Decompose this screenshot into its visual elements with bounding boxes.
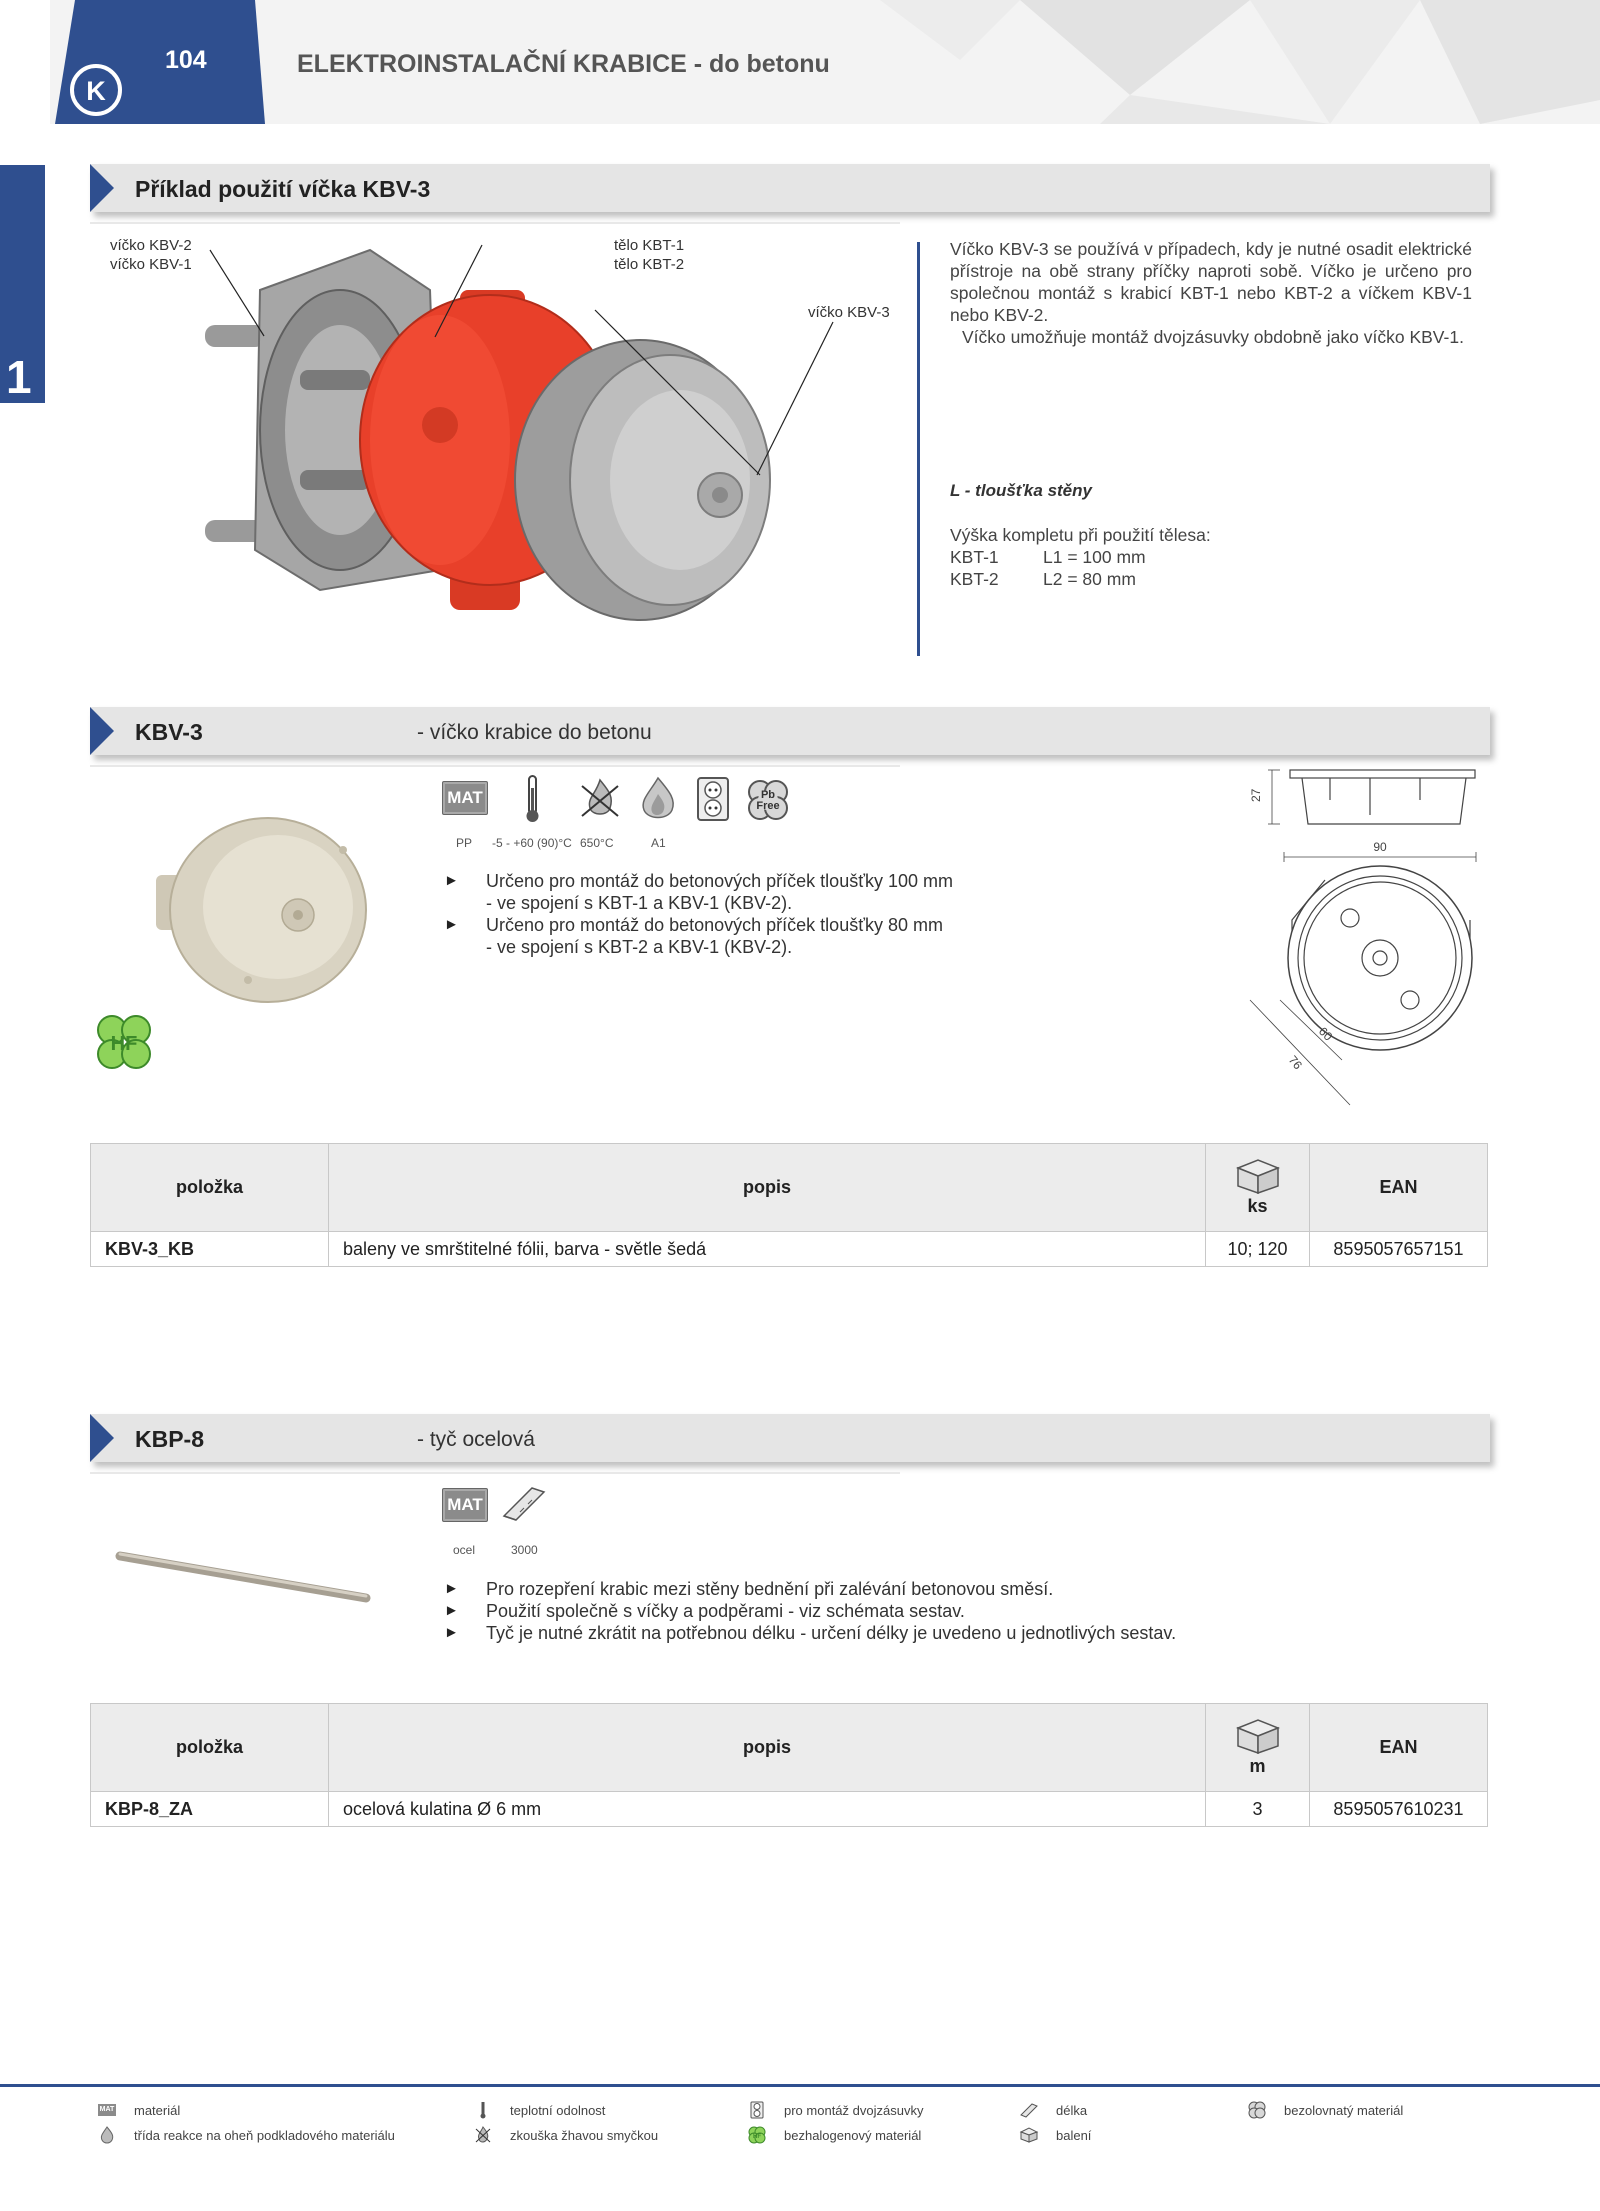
section-underline xyxy=(90,1472,900,1474)
label-kbt-2: tělo KBT-2 xyxy=(614,256,685,273)
caption-glow-wire: 650°C xyxy=(580,836,614,850)
section-marker-icon xyxy=(90,707,114,755)
bullet-text-continuation: - ve spojení s KBT-1 a KBV-1 (KBV-2). xyxy=(486,893,793,913)
kbv-3-bullets xyxy=(444,870,1004,958)
height-title: Výška kompletu při použití tělesa: xyxy=(950,525,1211,545)
double-socket-icon xyxy=(696,776,730,822)
legend-label: bezolovnatý materiál xyxy=(1284,2102,1404,2118)
cell-quantity: 3 xyxy=(1206,1792,1310,1827)
section-marker-icon xyxy=(90,1414,114,1462)
cover-kbv-3-image xyxy=(515,340,770,620)
legend-label: bezhalogenový materiál xyxy=(784,2127,922,2143)
brand-logo xyxy=(68,62,124,118)
legend-label: balení xyxy=(1056,2127,1092,2143)
flame-icon xyxy=(636,776,680,822)
height-row xyxy=(950,569,1136,590)
height-row-value: L2 = 80 mm xyxy=(1043,569,1136,589)
cell-ean: 8595057657151 xyxy=(1310,1232,1488,1267)
bullet-item xyxy=(444,914,1004,958)
callout-right-line xyxy=(755,320,835,480)
dim-height: 27 xyxy=(1249,788,1263,802)
quantity-unit: m xyxy=(1249,1756,1266,1776)
legend-item xyxy=(472,2126,658,2144)
length-icon xyxy=(500,1482,548,1526)
thermometer-icon xyxy=(522,774,542,824)
legend-item xyxy=(1246,2101,1403,2119)
top-view-drawing xyxy=(1250,852,1476,1105)
mat-icon: MAT xyxy=(442,781,488,815)
flame-icon xyxy=(99,2126,115,2144)
hf-icon xyxy=(90,1008,158,1076)
glow-wire-icon xyxy=(578,776,622,822)
legend-item xyxy=(746,2101,923,2119)
legend-label: délka xyxy=(1056,2102,1088,2118)
page-title: ELEKTROINSTALAČNÍ KRABICE - do betonu xyxy=(297,50,830,78)
hf-icon xyxy=(747,2125,767,2145)
label-kbv-3: víčko KBV-3 xyxy=(808,304,890,321)
double-socket-icon xyxy=(750,2101,764,2119)
bullet-item: ► Použití společně s víčky a podpěrami - viz schémata sestav. xyxy=(444,1600,1244,1622)
kbp-8-bullets xyxy=(444,1578,1244,1644)
height-row-key: KBT-1 xyxy=(950,547,999,567)
legend-label: materiál xyxy=(134,2102,181,2118)
table-row xyxy=(91,1232,1488,1267)
kbp-8-table xyxy=(90,1703,1488,1827)
col-header-item: položka xyxy=(91,1144,329,1232)
legend-item xyxy=(472,2101,605,2119)
product-code: KBV-3 xyxy=(135,719,203,745)
box-icon xyxy=(1019,2127,1039,2143)
kbv-3-table xyxy=(90,1143,1488,1267)
cell-item: KBP-8_ZA xyxy=(91,1792,329,1827)
col-header-ean: EAN xyxy=(1310,1704,1488,1792)
caption-length: 3000 xyxy=(511,1543,538,1557)
svg-text:K: K xyxy=(86,76,106,106)
section-marker-icon xyxy=(90,164,114,212)
cell-ean: 8595057610231 xyxy=(1310,1792,1488,1827)
section-bar-kbv-3 xyxy=(90,707,1490,755)
table-row xyxy=(91,1792,1488,1827)
product-code: KBP-8 xyxy=(135,1426,205,1452)
dim-inner: 60 xyxy=(1315,1024,1336,1044)
height-row-value: L1 = 100 mm xyxy=(1043,547,1146,567)
legend-label: pro montáž dvojzásuvky xyxy=(784,2102,924,2118)
cell-description: ocelová kulatina Ø 6 mm xyxy=(329,1792,1206,1827)
bullet-text-continuation: - ve spojení s KBT-2 a KBV-1 (KBV-2). xyxy=(486,937,793,957)
bullet-text: ► Určeno pro montáž do betonových příček tloušťky 100 mm xyxy=(486,871,953,891)
legend-item xyxy=(96,2126,395,2144)
legend-item xyxy=(746,2126,921,2144)
col-header-ean: EAN xyxy=(1310,1144,1488,1232)
caption-temperature: -5 - +60 (90)°C xyxy=(492,836,572,850)
side-view-drawing xyxy=(1268,770,1475,824)
pb-free-icon xyxy=(1247,2100,1267,2120)
section-bar-kbp-8 xyxy=(90,1414,1490,1462)
svg-text:HF: HF xyxy=(753,2134,761,2140)
wall-thickness-label: L - tloušťka stěny xyxy=(950,481,1092,500)
kbv-3-technical-drawing xyxy=(1220,760,1500,1120)
legend-label: třída reakce na oheň podkladového materiálu xyxy=(134,2127,395,2143)
product-description: - víčko krabice do betonu xyxy=(417,721,652,744)
cell-quantity: 10; 120 xyxy=(1206,1232,1310,1267)
divider-vertical xyxy=(917,242,920,656)
section-underline xyxy=(90,765,900,767)
dim-width: 90 xyxy=(1373,840,1387,854)
page-number: 104 xyxy=(165,46,207,74)
col-header-quantity xyxy=(1206,1704,1310,1792)
glow-wire-icon xyxy=(475,2126,491,2144)
usage-description-text: Víčko KBV-3 se používá v případech, kdy je nutné osadit elektrické přístroje na obě strany příčky naproti sobě. Víčko je určeno pro společnou montáž s krabicí KBT-1 nebo KBT-2 a víčkem KBV-1 nebo KBV-2. xyxy=(950,239,1472,325)
kbp-8-product-photo xyxy=(110,1540,380,1610)
svg-text:HF: HF xyxy=(110,1033,138,1055)
box-icon xyxy=(1234,1158,1282,1194)
col-header-quantity xyxy=(1206,1144,1310,1232)
mat-icon: MAT xyxy=(98,2104,116,2116)
caption-material: ocel xyxy=(453,1543,476,1557)
pb-free-icon xyxy=(744,776,792,824)
height-row xyxy=(950,547,1146,568)
bullet-item xyxy=(444,870,1004,914)
kbv-3-product-photo xyxy=(148,795,378,1025)
dim-outer: 76 xyxy=(1285,1052,1306,1073)
quantity-unit: ks xyxy=(1247,1196,1268,1216)
box-icon xyxy=(1234,1718,1282,1754)
col-header-description: popis xyxy=(329,1144,1206,1232)
footer-rule xyxy=(0,2084,1600,2087)
bullet-text: ► Určeno pro montáž do betonových příček tloušťky 80 mm xyxy=(486,915,943,935)
legend-item xyxy=(96,2101,180,2119)
svg-text:Free: Free xyxy=(756,800,780,812)
legend-item xyxy=(1018,2126,1091,2144)
bullet-item: ► Tyč je nutné zkrátit na potřebnou délku - určení délky je uvedeno u jednotlivých sestav. xyxy=(444,1622,1244,1644)
cell-item: KBV-3_KB xyxy=(91,1232,329,1267)
assembly-illustration xyxy=(200,230,820,650)
bullet-item: ► Pro rozepření krabic mezi stěny bednění při zalévání betonovou směsí. xyxy=(444,1578,1244,1600)
label-kbv-1: víčko KBV-1 xyxy=(110,256,192,273)
mat-icon: MAT xyxy=(442,1488,488,1522)
caption-material: PP xyxy=(456,836,473,850)
section-bar-usage xyxy=(90,164,1490,212)
section-title: Příklad použití víčka KBV-3 xyxy=(135,176,431,202)
chapter-number: 1 xyxy=(6,351,32,403)
col-header-item: položka xyxy=(91,1704,329,1792)
legend-item xyxy=(1018,2101,1087,2119)
usage-description-text-2: Víčko umožňuje montáž dvojzásuvky obdobně jako víčko KBV-1. xyxy=(962,327,1464,347)
caption-flame-class: A1 xyxy=(651,836,666,850)
length-icon xyxy=(1019,2101,1039,2119)
height-row-key: KBT-2 xyxy=(950,569,999,589)
section-underline xyxy=(90,222,900,224)
thermometer-icon xyxy=(479,2101,487,2119)
legend-label: teplotní odolnost xyxy=(510,2102,606,2118)
col-header-description: popis xyxy=(329,1704,1206,1792)
usage-description xyxy=(950,238,1472,348)
label-kbv-2: víčko KBV-2 xyxy=(110,237,192,254)
legend-label: zkouška žhavou smyčkou xyxy=(510,2127,659,2143)
cell-description: baleny ve smrštitelné fólii, barva - světle šedá xyxy=(329,1232,1206,1267)
product-description: - tyč ocelová xyxy=(417,1428,535,1451)
svg-text:Pb: Pb xyxy=(760,789,776,801)
label-kbt-1: tělo KBT-1 xyxy=(614,237,685,254)
